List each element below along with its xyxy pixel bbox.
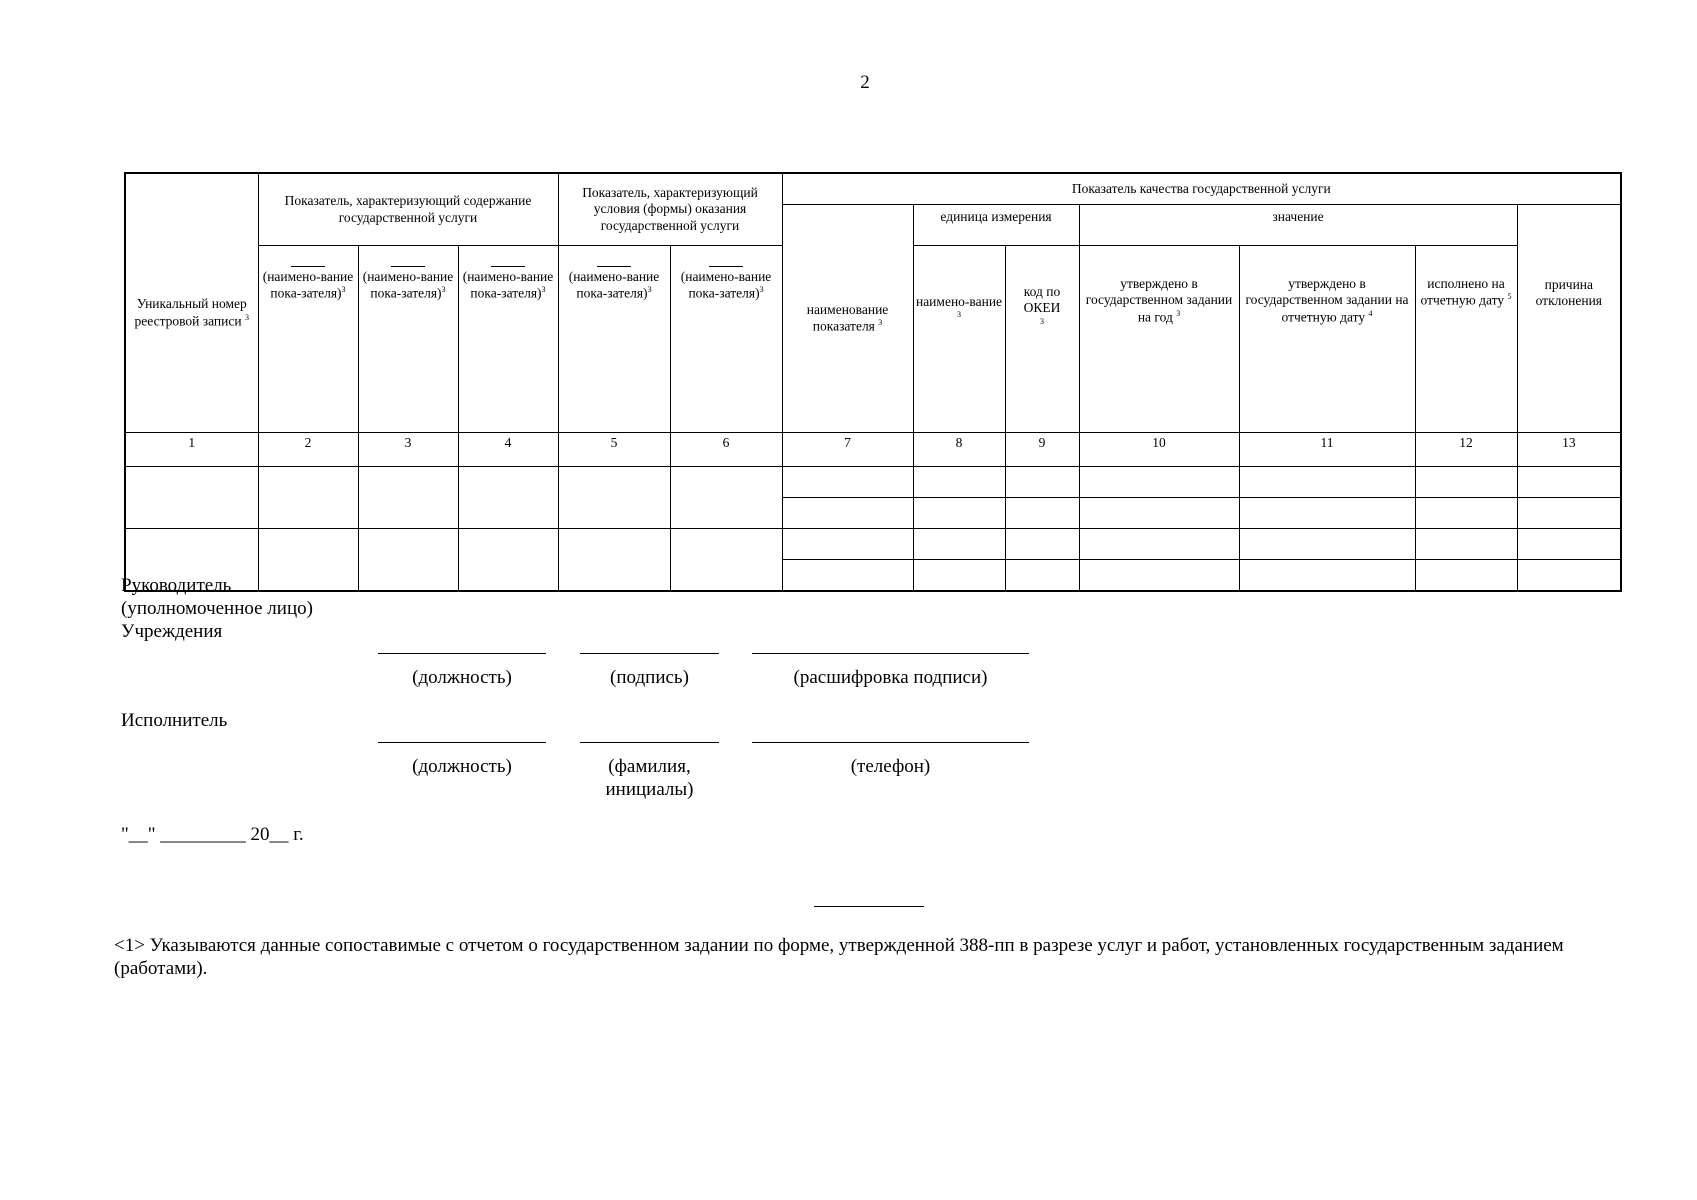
header-sub-content-1: (наимено-вание пока-зателя)$^3$ — [258, 246, 358, 433]
header-conditions-indicator: Показатель, характеризующий условия (формы) оказания государственной услуги — [558, 173, 782, 246]
col-num: 12 — [1415, 433, 1517, 467]
quality-indicator-table — [124, 172, 1622, 592]
col-num: 6 — [670, 433, 782, 467]
col-num: 7 — [782, 433, 913, 467]
col-num: 10 — [1079, 433, 1239, 467]
col-num: 11 — [1239, 433, 1415, 467]
table-row — [125, 529, 1621, 560]
table-cell[interactable] — [913, 467, 1005, 498]
caption-name: (фамилия, инициалы) — [605, 756, 694, 800]
table-cell[interactable] — [258, 467, 358, 529]
table-cell[interactable] — [782, 560, 913, 592]
table-cell[interactable] — [1079, 529, 1239, 560]
caption-position: (должность) — [412, 667, 512, 688]
position-signature-line[interactable] — [378, 653, 546, 654]
table-cell[interactable] — [1517, 529, 1621, 560]
table-cell[interactable] — [1239, 529, 1415, 560]
table-cell[interactable] — [782, 467, 913, 498]
header-executed: исполнено на отчетную дату $^5$ — [1415, 246, 1517, 433]
header-reason: причина отклонения — [1517, 205, 1621, 433]
header-unit-name: наимено-вание $^3$ — [913, 246, 1005, 433]
col-num: 2 — [258, 433, 358, 467]
header-unit: единица измерения — [913, 205, 1079, 246]
header-approved-year: утверждено в государственном задании на год $^3$ — [1079, 246, 1239, 433]
table-cell[interactable] — [913, 498, 1005, 529]
table-cell[interactable] — [1239, 560, 1415, 592]
footnote: <1> Указываются данные сопоставимые с отчетом о государственном задании по форме, утвержденной 388-пп в разрезе услуг и работ, установленных государственным заданием (работами). — [114, 935, 1564, 979]
table-cell[interactable] — [1517, 467, 1621, 498]
header-unique-number: Уникальный номер реестровой записи $^3$ — [125, 173, 258, 433]
table-cell[interactable] — [670, 529, 782, 592]
table-cell[interactable] — [458, 467, 558, 529]
col-num: 8 — [913, 433, 1005, 467]
caption-decoding: (расшифровка подписи) — [793, 667, 988, 688]
decoding-signature-line[interactable] — [752, 653, 1029, 654]
table-cell[interactable] — [558, 467, 670, 529]
header-okei-code: код по ОКЕИ $^3$ — [1005, 246, 1079, 433]
signature-line[interactable] — [580, 653, 719, 654]
table-cell[interactable] — [670, 467, 782, 529]
table-cell[interactable] — [1239, 498, 1415, 529]
page-number: 2 — [860, 72, 870, 93]
col-num: 9 — [1005, 433, 1079, 467]
header-value: значение — [1079, 205, 1517, 246]
caption-phone: (телефон) — [850, 756, 931, 777]
table-cell[interactable] — [782, 529, 913, 560]
header-sub-cond-2: (наимено-вание пока-зателя)$^3$ — [670, 246, 782, 433]
table-cell[interactable] — [1079, 498, 1239, 529]
table-cell[interactable] — [913, 529, 1005, 560]
table-cell[interactable] — [1415, 467, 1517, 498]
head-line-1: Руководитель — [121, 575, 232, 596]
caption-position-2: (должность) — [412, 756, 512, 777]
header-indicator-name: наименование показателя $^3$ — [782, 205, 913, 433]
caption-signature: (подпись) — [610, 667, 689, 688]
column-number-row — [125, 433, 1621, 467]
table-cell[interactable] — [913, 560, 1005, 592]
col-num: 3 — [358, 433, 458, 467]
header-sub-content-2: (наимено-вание пока-зателя)$^3$ — [358, 246, 458, 433]
table-cell[interactable] — [1005, 560, 1079, 592]
col-num: 1 — [125, 433, 258, 467]
col-num: 5 — [558, 433, 670, 467]
footnote-separator — [814, 906, 924, 907]
table-cell[interactable] — [1079, 560, 1239, 592]
table-cell[interactable] — [1005, 498, 1079, 529]
table-cell[interactable] — [1415, 498, 1517, 529]
header-approved-date: утверждено в государственном задании на отчетную дату $^4$ — [1239, 246, 1415, 433]
head-line-3: Учреждения — [121, 621, 223, 642]
executor-name-line[interactable] — [580, 742, 719, 743]
table-row — [125, 467, 1621, 498]
table-cell[interactable] — [1517, 560, 1621, 592]
head-line-2: (уполномоченное лицо) — [121, 598, 313, 619]
header-sub-content-3: (наимено-вание пока-зателя)$^3$ — [458, 246, 558, 433]
table-cell[interactable] — [125, 467, 258, 529]
table-cell[interactable] — [1005, 529, 1079, 560]
table-cell[interactable] — [1239, 467, 1415, 498]
table-cell[interactable] — [358, 529, 458, 592]
executor-position-line[interactable] — [378, 742, 546, 743]
executor-phone-line[interactable] — [752, 742, 1029, 743]
table-cell[interactable] — [1517, 498, 1621, 529]
executor-label: Исполнитель — [121, 710, 228, 731]
head-title — [121, 574, 313, 643]
table-cell[interactable] — [558, 529, 670, 592]
col-num: 4 — [458, 433, 558, 467]
table-cell[interactable] — [358, 467, 458, 529]
header-sub-cond-1: (наимено-вание пока-зателя)$^3$ — [558, 246, 670, 433]
table-cell[interactable] — [782, 498, 913, 529]
table-cell[interactable] — [1079, 467, 1239, 498]
table-cell[interactable] — [1415, 529, 1517, 560]
header-content-indicator: Показатель, характеризующий содержание государственной услуги — [258, 173, 558, 246]
date-field[interactable]: "__" _________ 20__ г. — [121, 824, 304, 845]
table-cell[interactable] — [1005, 467, 1079, 498]
table-cell[interactable] — [458, 529, 558, 592]
col-num: 13 — [1517, 433, 1621, 467]
header-quality-indicator: Показатель качества государственной услуги — [782, 173, 1621, 205]
table-cell[interactable] — [1415, 560, 1517, 592]
